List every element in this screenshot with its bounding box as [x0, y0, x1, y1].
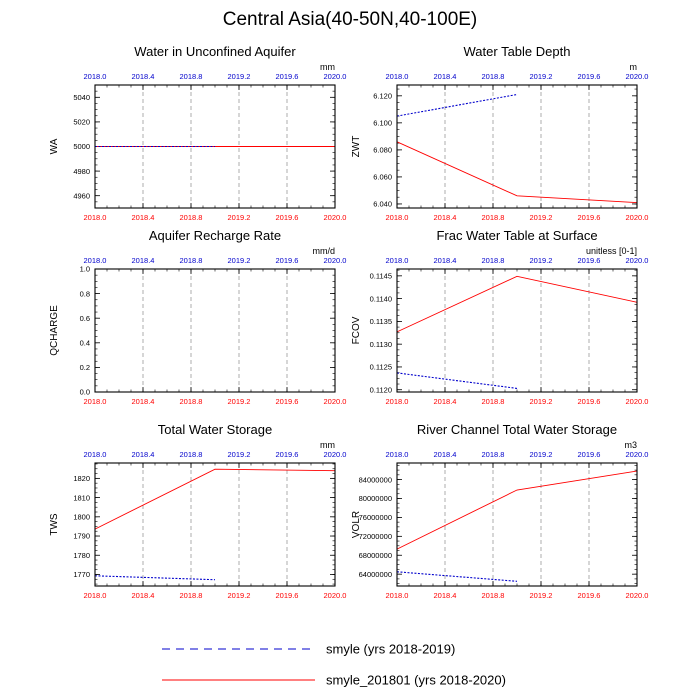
y-axis-label: ZWT — [351, 135, 362, 158]
series-line-smyle — [95, 576, 215, 580]
y-tick-label: 0.6 — [79, 313, 90, 323]
y-tick-label: 0.1125 — [369, 362, 392, 372]
y-tick-label: 0.1145 — [369, 271, 392, 281]
y-tick-label: 0.1120 — [369, 385, 392, 395]
x-tick-label-bottom: 2018.8 — [481, 591, 505, 600]
y-tick-label: 0.0 — [79, 387, 90, 397]
x-tick-label-top: 2020.0 — [625, 72, 649, 81]
x-tick-label-top: 2018.4 — [433, 450, 457, 459]
y-tick-label: 72000000 — [358, 532, 392, 542]
x-tick-label-bottom: 2018.0 — [385, 397, 409, 406]
legend-label-smyle: smyle (yrs 2018-2019) — [326, 641, 456, 657]
y-tick-label: 6.060 — [373, 172, 392, 182]
panel-units: unitless [0-1] — [585, 246, 637, 256]
x-tick-label-top: 2018.0 — [385, 72, 409, 81]
panel-2 — [351, 44, 648, 222]
x-tick-label-top: 2018.8 — [179, 256, 203, 265]
y-tick-label: 5040 — [73, 93, 90, 102]
y-tick-label: 76000000 — [358, 513, 392, 523]
x-tick-label-bottom: 2018.8 — [481, 397, 505, 406]
x-tick-label-bottom: 2018.4 — [131, 213, 155, 222]
x-tick-label-bottom: 2019.6 — [577, 397, 601, 406]
panel-1 — [49, 44, 346, 222]
x-tick-label-top: 2019.6 — [577, 256, 601, 265]
y-tick-label: 1.0 — [79, 264, 90, 274]
x-tick-label-bottom: 2018.4 — [131, 397, 155, 406]
x-tick-label-bottom: 2019.2 — [529, 397, 553, 406]
x-tick-label-bottom: 2018.4 — [433, 591, 457, 600]
x-tick-label-top: 2019.2 — [227, 256, 251, 265]
y-tick-label: 1780 — [73, 550, 90, 560]
x-tick-label-top: 2018.4 — [131, 72, 155, 81]
y-tick-label: 4960 — [73, 191, 90, 201]
y-tick-label: 5000 — [73, 142, 90, 152]
y-tick-label: 4980 — [73, 166, 90, 176]
plot-frame — [95, 269, 335, 392]
y-tick-label: 1800 — [73, 512, 90, 522]
y-tick-label: 80000000 — [358, 494, 392, 504]
x-tick-label-bottom: 2020.0 — [625, 591, 649, 600]
y-tick-label: 5020 — [73, 117, 90, 127]
x-tick-label-top: 2018.0 — [385, 450, 409, 459]
x-tick-label-bottom: 2018.0 — [385, 213, 409, 222]
x-tick-label-top: 2018.0 — [83, 256, 107, 265]
y-tick-label: 0.1140 — [369, 294, 392, 304]
x-tick-label-top: 2018.8 — [179, 72, 203, 81]
x-tick-label-top: 2019.6 — [577, 450, 601, 459]
x-tick-label-bottom: 2019.6 — [577, 591, 601, 600]
y-tick-label: 1820 — [73, 474, 90, 484]
series-line-smyle-201801 — [397, 142, 637, 203]
y-tick-label: 1790 — [73, 531, 90, 541]
x-tick-label-top: 2018.0 — [83, 450, 107, 459]
x-tick-label-top: 2018.8 — [481, 72, 505, 81]
y-tick-label: 0.1135 — [369, 317, 392, 327]
x-tick-label-bottom: 2020.0 — [323, 591, 347, 600]
x-tick-label-top: 2018.0 — [385, 256, 409, 265]
x-tick-label-bottom: 2019.2 — [227, 397, 251, 406]
series-line-smyle-201801 — [95, 469, 335, 529]
x-tick-label-top: 2019.2 — [227, 450, 251, 459]
x-tick-label-bottom: 2019.2 — [227, 591, 251, 600]
x-tick-label-bottom: 2018.4 — [433, 213, 457, 222]
y-tick-label: 1810 — [73, 493, 90, 503]
panel-units: m — [629, 62, 637, 72]
panel-title: Water in Unconfined Aquifer — [134, 44, 296, 59]
plot-frame — [397, 269, 637, 392]
x-tick-label-top: 2018.8 — [481, 450, 505, 459]
series-line-smyle — [397, 373, 517, 389]
x-tick-label-bottom: 2020.0 — [323, 213, 347, 222]
x-tick-label-top: 2018.4 — [131, 450, 155, 459]
x-tick-label-top: 2019.2 — [529, 72, 553, 81]
x-tick-label-top: 2019.6 — [275, 72, 299, 81]
x-tick-label-bottom: 2019.2 — [227, 213, 251, 222]
y-axis-label: WA — [49, 138, 60, 155]
panel-title: Aquifer Recharge Rate — [148, 228, 282, 243]
y-axis-label: QCHARGE — [49, 305, 60, 356]
x-tick-label-top: 2019.6 — [275, 256, 299, 265]
x-tick-label-bottom: 2020.0 — [625, 213, 649, 222]
figure-title: Central Asia(40-50N,40-100E) — [222, 9, 478, 30]
x-tick-label-top: 2020.0 — [323, 72, 347, 81]
panel-units: mm/d — [312, 246, 335, 256]
y-tick-label: 84000000 — [358, 475, 392, 485]
x-tick-label-top: 2019.2 — [529, 256, 553, 265]
series-line-smyle-201801 — [397, 471, 637, 549]
x-tick-label-bottom: 2019.2 — [529, 213, 553, 222]
x-tick-label-bottom: 2020.0 — [323, 397, 347, 406]
series-line-smyle — [397, 572, 517, 582]
x-tick-label-top: 2019.6 — [275, 450, 299, 459]
panel-units: mm — [320, 440, 335, 450]
panel-title: Water Table Depth — [463, 44, 571, 59]
x-tick-label-top: 2020.0 — [323, 450, 347, 459]
x-tick-label-bottom: 2018.8 — [481, 213, 505, 222]
x-tick-label-top: 2018.8 — [179, 450, 203, 459]
x-tick-label-top: 2019.2 — [227, 72, 251, 81]
panel-units: m3 — [624, 440, 637, 450]
panel-title: Total Water Storage — [157, 422, 273, 437]
y-axis-label: VOLR — [351, 510, 362, 539]
x-tick-label-top: 2018.4 — [131, 256, 155, 265]
x-tick-label-bottom: 2019.6 — [275, 213, 299, 222]
x-tick-label-top: 2020.0 — [625, 256, 649, 265]
x-tick-label-bottom: 2018.8 — [179, 213, 203, 222]
x-tick-label-bottom: 2018.4 — [433, 397, 457, 406]
x-tick-label-bottom: 2020.0 — [625, 397, 649, 406]
y-axis-label: TWS — [49, 513, 60, 536]
x-tick-label-bottom: 2018.4 — [131, 591, 155, 600]
x-tick-label-top: 2018.4 — [433, 256, 457, 265]
x-tick-label-top: 2018.8 — [481, 256, 505, 265]
legend-label-smyle-201801: smyle_201801 (yrs 2018-2020) — [326, 672, 506, 688]
y-tick-label: 6.100 — [373, 118, 392, 128]
panel-title: River Channel Total Water Storage — [416, 422, 618, 437]
y-tick-label: 6.040 — [373, 199, 392, 209]
y-tick-label: 6.120 — [373, 91, 392, 101]
panel-5 — [49, 422, 346, 600]
x-tick-label-bottom: 2018.8 — [179, 591, 203, 600]
panel-units: mm — [320, 62, 335, 72]
x-tick-label-bottom: 2019.6 — [275, 591, 299, 600]
y-tick-label: 0.1130 — [369, 339, 392, 349]
x-tick-label-bottom: 2018.0 — [83, 591, 107, 600]
x-tick-label-top: 2019.2 — [529, 450, 553, 459]
series-line-smyle — [397, 95, 517, 117]
x-tick-label-top: 2019.6 — [577, 72, 601, 81]
panel-3 — [49, 228, 346, 406]
y-axis-label: FCOV — [351, 316, 362, 345]
panel-6 — [351, 422, 648, 600]
x-tick-label-bottom: 2019.2 — [529, 591, 553, 600]
x-tick-label-top: 2018.4 — [433, 72, 457, 81]
plot-frame — [397, 463, 637, 586]
y-tick-label: 0.8 — [79, 289, 90, 299]
y-tick-label: 68000000 — [358, 550, 392, 560]
panel-4 — [351, 228, 648, 406]
series-line-smyle-201801 — [397, 276, 637, 332]
plot-frame — [397, 85, 637, 208]
x-tick-label-top: 2020.0 — [625, 450, 649, 459]
x-tick-label-bottom: 2018.0 — [83, 213, 107, 222]
x-tick-label-top: 2020.0 — [323, 256, 347, 265]
plot-frame — [95, 463, 335, 586]
x-tick-label-bottom: 2018.0 — [385, 591, 409, 600]
legend — [162, 642, 506, 688]
y-tick-label: 0.2 — [79, 363, 90, 373]
x-tick-label-bottom: 2018.0 — [83, 397, 107, 406]
x-tick-label-bottom: 2018.8 — [179, 397, 203, 406]
y-tick-label: 1770 — [73, 570, 90, 580]
panel-title: Frac Water Table at Surface — [436, 228, 598, 243]
y-tick-label: 6.080 — [373, 145, 392, 155]
x-tick-label-bottom: 2019.6 — [577, 213, 601, 222]
y-tick-label: 0.4 — [79, 338, 90, 348]
x-tick-label-top: 2018.0 — [83, 72, 107, 81]
x-tick-label-bottom: 2019.6 — [275, 397, 299, 406]
y-tick-label: 64000000 — [358, 569, 392, 579]
